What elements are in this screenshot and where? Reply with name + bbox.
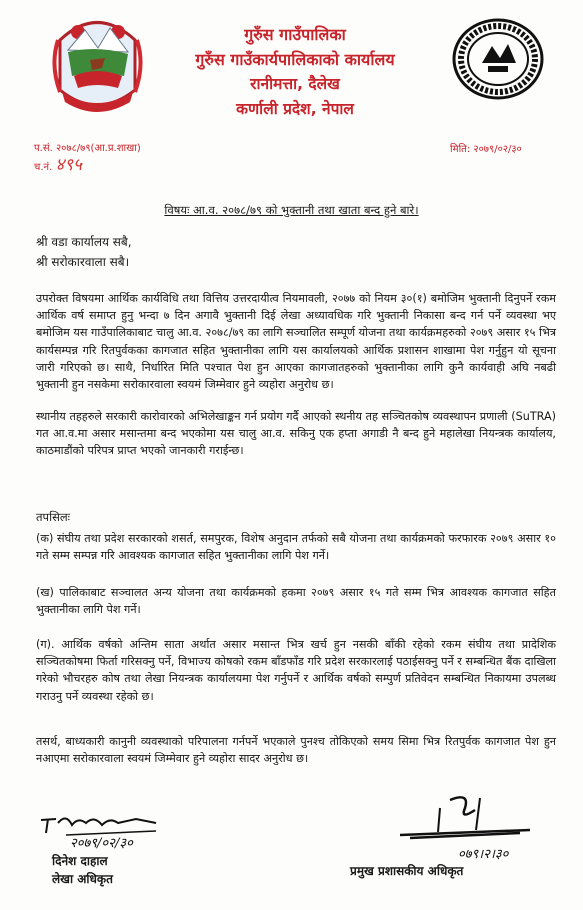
left-handwritten-date: २०७९/०२/३० — [70, 836, 133, 851]
closing-paragraph: तसर्थ, बाध्यकारी कानुनी व्यवस्थाको परिपालना गर्नपर्ने भएकाले पुनश्च तोकिएको समय सिमा भित्र रितपुर्वक कागजात पेश हुन नआएमा सरोकारवाला स्वयमं जिम्मेवार हुने व्यहोरा सादर अनुरोध छ। — [36, 735, 556, 766]
dispatch-number: ४९५ — [55, 155, 82, 175]
municipality-seal-icon — [452, 18, 544, 100]
clause-ka: (क) संघीय तथा प्रदेश सरकारको शसर्त, समपुरक, विशेष अनुदान तर्फको सबै योजना तथा कार्यक्रमको फरफारक २०७९ असार १० गते सम्म सम्पन्न गरि आवश्यक कागजात सहित भुक्तानीका लागि पेश गर्ने। — [36, 532, 556, 563]
letterhead — [150, 22, 440, 122]
clause-ga: (ग). आर्थिक वर्षको अन्तिम साता अर्थात असार मसान्त भित्र खर्च हुन नसकी बाँकी रहेको रकम संघीय तथा प्रादेशिक सञ्चितकोषमा फिर्ता गरिसक्नु पर्ने, विभाज्य कोषको रकम बाँडफाँड गरि प्रदेश सरकारलाई पठाईसक्नु पर्ने र सम्बन्धित बैंक दाखिला गरेको भौचरहरु कोष तथा लेखा नियन्त्रक कार्यालयमा पेश गर्नुपर्ने र आर्थिक वर्षको सम्पुर्ण प्रतिवेदन सम्बन्धित निकायमा उपलब्ध गराउनु पर्ने व्यवस्था रहेको छ। — [36, 638, 556, 703]
addressee-line: श्री वडा कार्यालय सबै, — [36, 235, 132, 249]
province-country: कर्णाली प्रदेश, नेपाल — [236, 100, 354, 118]
addressee-line: श्री सरोकारवाला सबै। — [36, 255, 130, 269]
letter-number: प.सं. २०७८/७९(आ.प्र.शाखा) — [34, 143, 141, 154]
letter-date: मिति: २०७९/०२/३० — [450, 144, 522, 155]
left-signatory — [52, 852, 113, 888]
reference-block — [34, 140, 141, 176]
subject-line — [0, 203, 583, 218]
clause-kha: (ख) पालिकाबाट सञ्चालत अन्य योजना तथा कार्यक्रमको हकमा २०७९ असार १५ गते सम्म भित्र आवश्यक कागजात सहित भुक्तानीका लागि पेश गर्ने। — [36, 586, 556, 617]
dispatch-label: च.नं. — [34, 162, 53, 173]
right-signature-icon — [380, 790, 550, 865]
subject-text: विषयः आ.व. २०७८/७९ को भुक्तानी तथा खाता बन्द हुने बारे। — [164, 203, 419, 217]
nepal-emblem-icon — [50, 10, 145, 120]
body-paragraph: स्थानीय तहहरुले सरकारी कारोवारको अभिलेखाङ्कन गर्न प्रयोग गर्दै आएको स्थनीय तह सञ्चितकोष व्यवस्थापन प्रणाली (SuTRA) गत आ.व.मा असार मसान्तमा बन्द भएकोमा यस चालु आ.व. सकिनु एक हप्ता अगाडी नै बन्द हुने महालेखा नियन्त्रक कार्यालय, काठमाडौंको परिपत्र प्राप्त भएको जानकारी गराईन्छ। — [36, 410, 556, 458]
tapsil-heading: तपसिलः — [36, 510, 70, 524]
body-paragraph: उपरोक्त विषयमा आर्थिक कार्यविधि तथा वित्तिय उत्तरदायीत्व नियमावली, २०७७ को नियम ३०(१) बमोजिम भुक्तानी दिनुपर्ने रकम आर्थिक वर्ष समाप्त हुनु भन्दा ७ दिन अगावै भुक्तानी दिई लेखा अध्यावधिक गरि भुक्तानी निकासा बन्द गर्न पर्ने व्यवस्था भए बमोजिम यस गाउँपालिकाबाट चालु आ.व. २०७८/७९ का लागि सञ्चालित सम्पूर्ण योजना तथा कार्यक्रमहरुको २०७९ असार १५ भित्र कार्यसम्पन्न गरि रितपुर्वकका कागजात सहित भुक्तानीका लागि यस कार्यालयको आर्थिक प्रशासन शाखामा पेश गर्नुहुन यो सूचना जारी गरिएको छ। साथै, निर्धारित मिति पश्चात पेश हुन आएका कागजातहरुको भुक्तानीका लागि कुनै कार्यवाही अघि नबढी भुक्तानी हुन नसकेमा सरोकारवाला स्वयमं जिम्मेवार हुने व्यहोरा अनुरोध छ। — [36, 292, 556, 392]
left-signatory-title: लेखा अधिकृत — [52, 872, 113, 886]
municipality-name: गुरुँस गाउँपालिका — [244, 25, 346, 44]
right-signatory-title: प्रमुख प्रशासकीय अधिकृत — [350, 864, 464, 878]
office-name: गुरुँस गाउँकार्यपालिकाको कार्यालय — [195, 50, 395, 69]
left-signature-icon — [36, 805, 186, 853]
right-handwritten-date: ०७९।२।३० — [458, 847, 509, 862]
addressee-block — [36, 232, 132, 272]
office-location: रानीमत्ता, दैलेख — [250, 75, 340, 93]
left-signatory-name: दिनेश दाहाल — [52, 854, 108, 868]
